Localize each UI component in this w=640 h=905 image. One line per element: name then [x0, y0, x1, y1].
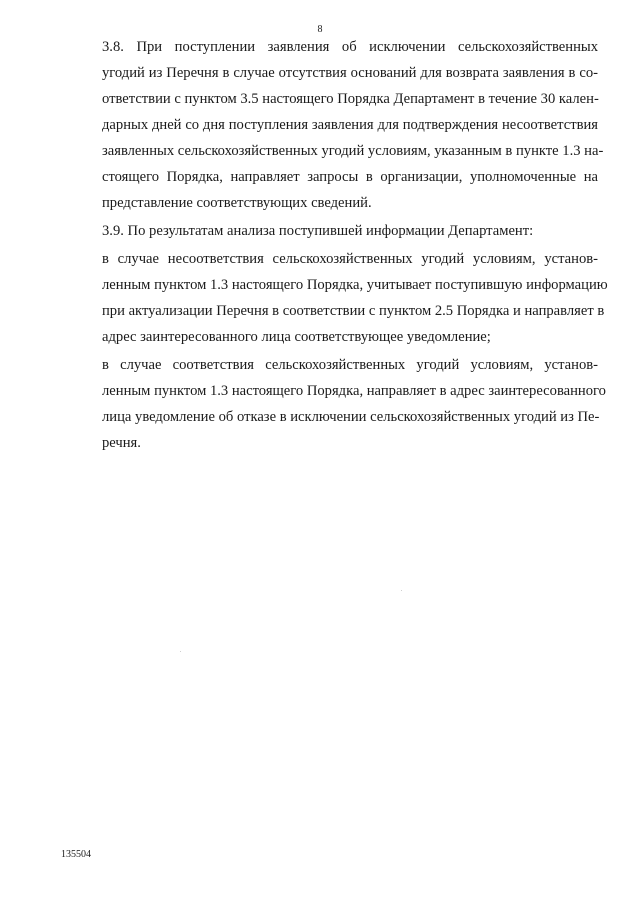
paragraph-3-8-line-7: представление соответствующих сведений.	[102, 195, 372, 211]
scan-speck	[180, 651, 181, 652]
paragraph-3-8-line-6: стоящего Порядка, направляет запросы в организации, уполномоченные на	[102, 169, 598, 185]
paragraph-3-8-line-4: дарных дней со дня поступления заявления для подтверждения несоответствия	[102, 117, 598, 133]
paragraph-3-8-line-1: 3.8. При поступлении заявления об исключении сельскохозяйственных	[102, 39, 598, 55]
paragraph-item-1-line-3: при актуализации Перечня в соответствии с пунктом 2.5 Порядка и направляет в	[102, 303, 605, 319]
paragraph-3-8-line-5: заявленных сельскохозяйственных угодий условиям, указанным в пункте 1.3 на-	[102, 143, 604, 159]
document-code: 135504	[61, 849, 91, 860]
paragraph-item-2-line-4: речня.	[102, 435, 141, 451]
paragraph-item-2-line-2: ленным пунктом 1.3 настоящего Порядка, направляет в адрес заинтересованного	[102, 383, 606, 399]
paragraph-item-1-line-1: в случае несоответствия сельскохозяйственных угодий условиям, установ-	[102, 251, 598, 267]
paragraph-3-8-line-3: ответствии с пунктом 3.5 настоящего Порядка Департамент в течение 30 кален-	[102, 91, 599, 107]
paragraph-item-1-line-2: ленным пунктом 1.3 настоящего Порядка, учитывает поступившую информацию	[102, 277, 608, 293]
scan-speck	[401, 590, 402, 591]
paragraph-item-1-line-4: адрес заинтересованного лица соответствующее уведомление;	[102, 329, 491, 345]
paragraph-item-2-line-3: лица уведомление об отказе в исключении сельскохозяйственных угодий из Пе-	[102, 409, 600, 425]
page-number: 8	[317, 24, 323, 35]
paragraph-item-2-line-1: в случае соответствия сельскохозяйственных угодий условиям, установ-	[102, 357, 598, 373]
paragraph-3-9-line-1: 3.9. По результатам анализа поступившей информации Департамент:	[102, 223, 534, 239]
paragraph-3-8-line-2: угодий из Перечня в случае отсутствия оснований для возврата заявления в со-	[102, 65, 598, 81]
